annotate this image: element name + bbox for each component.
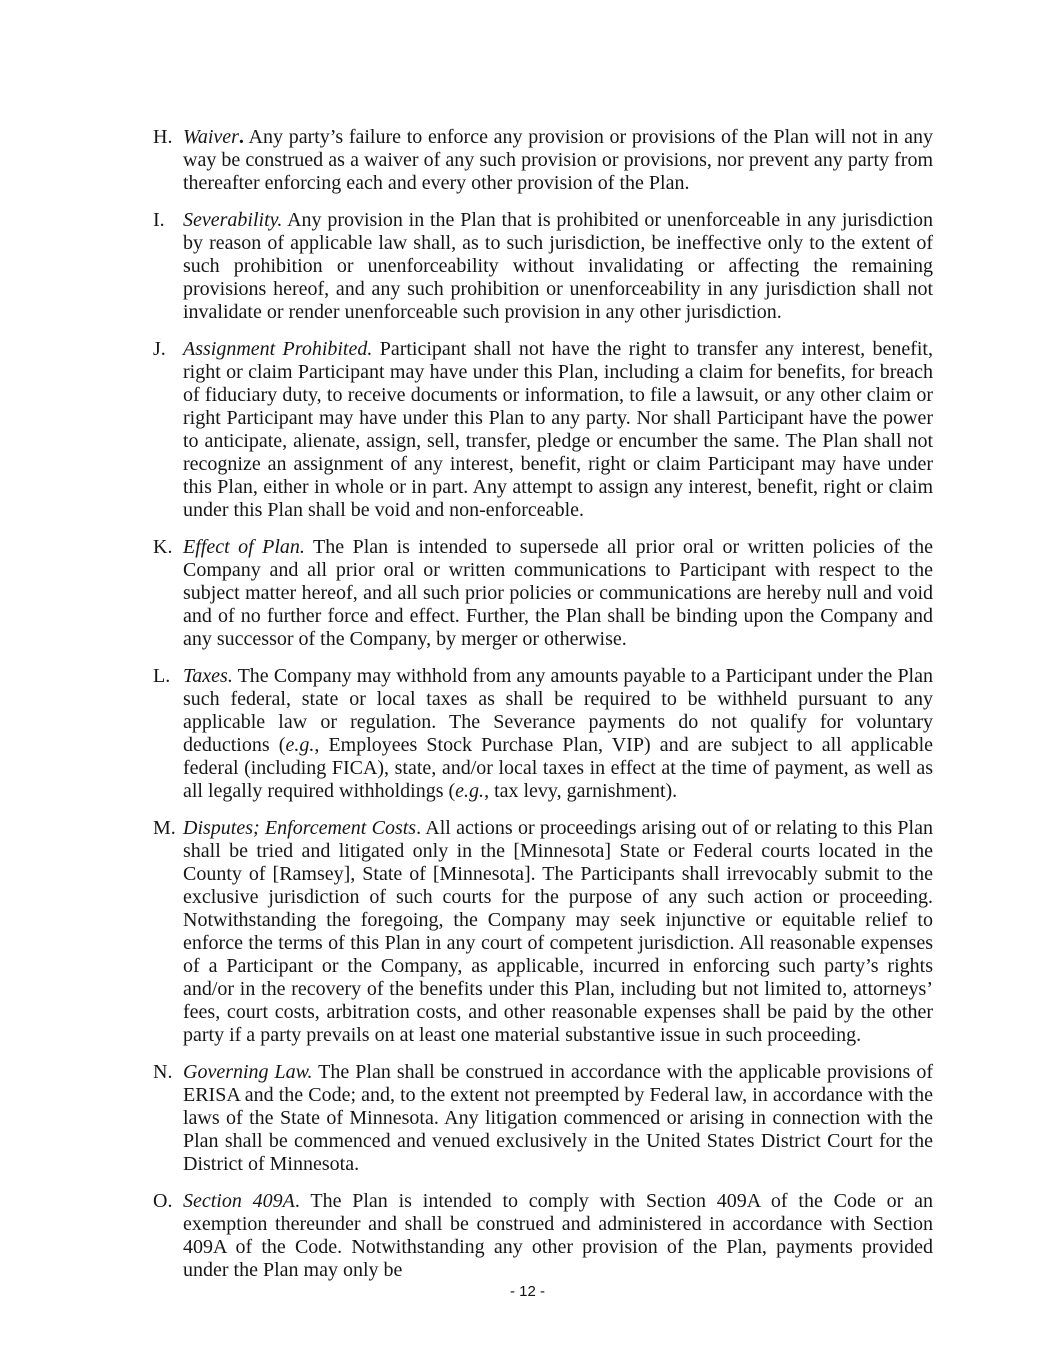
paragraph-text [183,1061,933,1176]
paragraph-label: O. [153,1190,173,1212]
paragraph-lead-or-emphasis: Taxes. [183,665,233,687]
paragraph-item [153,126,933,195]
paragraph-item [153,665,933,803]
paragraph-segment: The Plan is intended to supersede all prior oral or written policies of the Company and all prior oral or written communications to Participant with respect to the subject matter hereof, and all such prior policies or communications are hereby null and void and of no further force and effect. Further, the Plan shall be binding upon the Company and any successor of the Company, by merger or otherwise. [183,536,933,650]
paragraph-text [183,536,933,651]
paragraph-item [153,1061,933,1176]
paragraph-segment: . All actions or proceedings arising out of or relating to this Plan shall be tried and litigated only in the [Minnesota] State or Federal courts located in the County of [Ramsey], State of [Minnesota]. The Participants shall irrevocably submit to the exclusive jurisdiction of such courts for the purpose of any such action or proceeding. Notwithstanding the foregoing, the Company may seek injunctive or equitable relief to enforce the terms of this Plan in any court of competent jurisdiction. All reasonable expenses of a Participant or the Company, as applicable, incurred in enforcing such party’s rights and/or in the recovery of the benefits under this Plan, including but not limited to, attorneys’ fees, court costs, arbitration costs, and other reasonable expenses shall be paid by the other party if a party prevails on at least one material substantive issue in such proceeding. [183,817,933,1046]
paragraph-item [153,536,933,651]
paragraph-segment: , tax levy, garnishment). [484,780,678,802]
paragraph-label: K. [153,536,173,558]
paragraph-label: L. [153,665,171,687]
paragraph-segment: Participant shall not have the right to transfer any interest, benefit, right or claim Participant may have under this Plan, including a claim for benefits, for breach of fiduciary duty, to receive documents or information, to file a lawsuit, or any other claim or right Participant may have under this Plan to any party. Nor shall Participant have the power to anticipate, alienate, assign, sell, transfer, pledge or encumber the same. The Plan shall not recognize an assignment of any interest, benefit, right or claim Participant may have under this Plan, either in whole or in part. Any attempt to assign any interest, benefit, right or claim under this Plan shall be void and non-enforceable. [183,338,933,521]
paragraph-item [153,209,933,324]
paragraph-segment: , Employees Stock Purchase Plan, VIP) and are subject to all applicable federal (including FICA), state, and/or local taxes in effect at the time of payment, as well as all legally required withholdings ( [183,734,934,802]
paragraph-text [183,209,933,324]
page-number: - 12 - [509,1283,545,1300]
paragraph-lead-or-emphasis: Assignment Prohibited. [183,338,373,360]
paragraph-segment: The Plan shall be construed in accordance with the applicable provisions of ERISA and the Code; and, to the extent not preempted by Federal law, in accordance with the laws of the State of Minnesota. Any litigation commenced or arising in connection with the Plan shall be commenced and venued exclusively in the United States District Court for the District of Minnesota. [183,1061,934,1175]
paragraph-text [183,817,933,1047]
paragraph-lead-or-emphasis: Disputes; Enforcement Costs [183,817,417,839]
document-body [153,126,933,1282]
paragraph-text [183,126,933,195]
paragraph-lead-or-emphasis: Section 409A [183,1190,295,1212]
paragraph-segment: . The Plan is intended to comply with Section 409A of the Code or an exemption thereunder and shall be construed and administered in accordance with Section 409A of the Code. Notwithstanding any other provision of the Plan, payments provided under the Plan may only be [183,1190,934,1281]
paragraph-segment: . [238,126,244,148]
paragraph-segment: Any provision in the Plan that is prohibited or unenforceable in any jurisdiction by reason of applicable law shall, as to such jurisdiction, be ineffective only to the extent of such prohibition or unenforceability without invalidating or affecting the remaining provisions hereof, and any such prohibition or unenforceability in any jurisdiction shall not invalidate or render unenforceable such provision in any other jurisdiction. [183,209,933,323]
paragraph-lead-or-emphasis: Severability. [183,209,283,231]
paragraph-item [153,1190,933,1282]
paragraph-label: I. [153,209,165,231]
paragraph-label: H. [153,126,173,148]
paragraph-lead-or-emphasis: e.g. [285,734,315,756]
paragraph-label: N. [153,1061,173,1083]
paragraph-lead-or-emphasis: Effect of Plan. [183,536,305,558]
paragraph-label: M. [153,817,176,839]
paragraph-text [183,1190,933,1282]
paragraph-lead-or-emphasis: e.g. [455,780,485,802]
paragraph-lead-or-emphasis: Governing Law. [183,1061,313,1083]
paragraph-text [183,665,933,803]
paragraph-segment: The Company may withhold from any amounts payable to a Participant under the Plan such federal, state or local taxes as shall be required to be withheld pursuant to any applicable law or regulation. The Severance payments do not qualify for voluntary deductions ( [183,665,933,756]
paragraph-segment: Any party’s failure to enforce any provision or provisions of the Plan will not in any way be construed as a waiver of any such provision or provisions, nor prevent any party from thereafter enforcing each and every other provision of the Plan. [183,126,933,194]
paragraph-label: J. [153,338,166,360]
paragraph-item [153,338,933,522]
paragraph-item [153,817,933,1047]
paragraph-lead-or-emphasis: Waiver [183,126,239,148]
paragraph-text [183,338,933,522]
